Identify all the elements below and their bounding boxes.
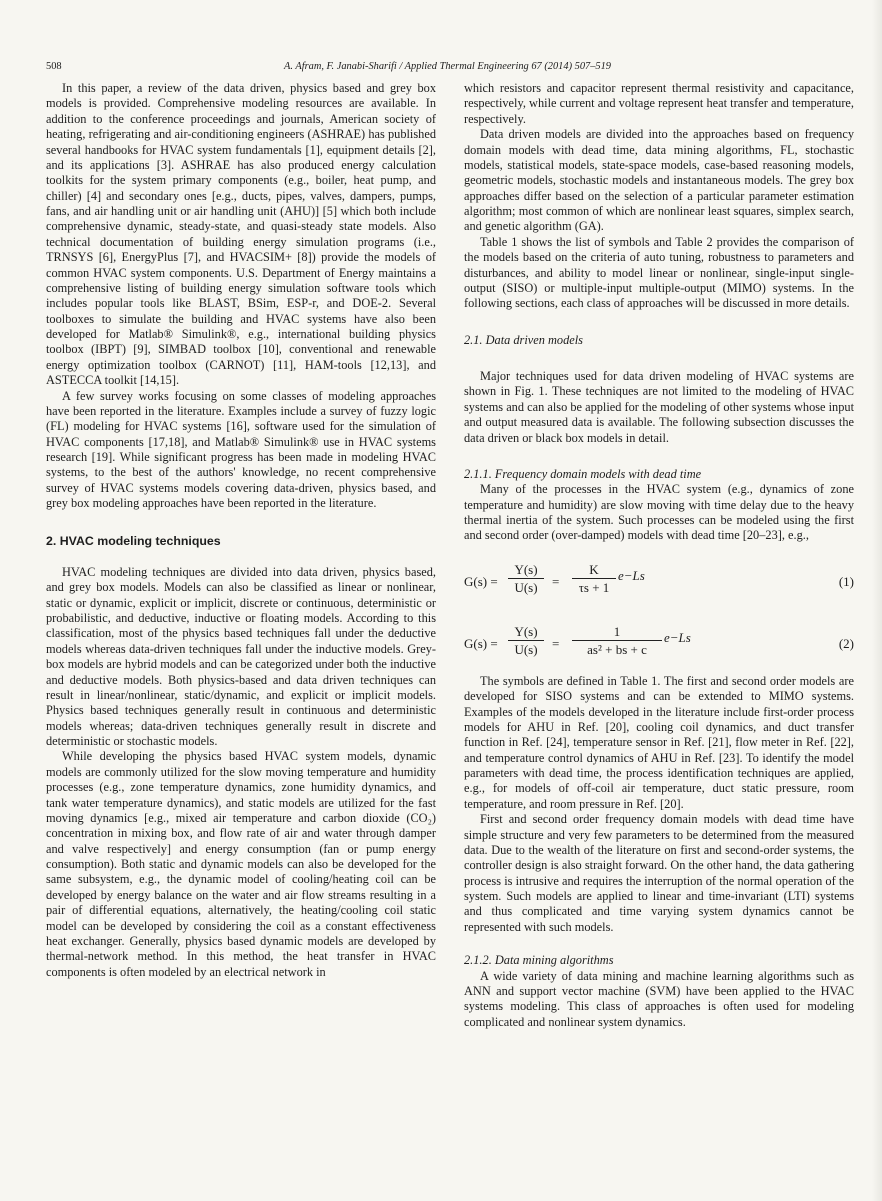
paragraph: which resistors and capacitor represent thermal resistivity and capacitance, respectively, while current and voltage represent heat transfer and temperature, respectively.: [464, 81, 854, 126]
eq-equals: =: [552, 635, 560, 651]
eq-numerator: Y(s): [508, 624, 544, 641]
subsubsection-heading: 2.1.2. Data mining algorithms: [464, 953, 614, 968]
paragraph: In this paper, a review of the data driven, physics based and grey box models is provided. Comprehensive modeling resources are available. In addition to the conference proceedings and journals, American society of heating, refrigerating and air-conditioning engineers (ASHRAE) has published several handbooks for HVAC system fundamentals [1], equipment details [2], and its applications [3]. ASHRAE has also produced energy calculation toolkits for the system primary components (e.g., boiler, heat pump, and chiller) [4] and secondary ones [e.g., ducts, pipes, valves, dampers, pumps, fans, and air handling unit or air handling unit (AHU)] [5] which both include comprehensive dynamic, steady-state, and quasi-steady state models. Also technical documentation of building energy simulation programs (i.e., TRNSYS [6], EnergyPlus [7], and HVACSIM+ [8]) provide the models of common HVAC system components. U.S. Department of Energy maintains a comprehensive listing of building energy simulation software tools which includes popular tools like BLAST, BSim, ESP-r, and DOE-2. Several toolboxes to simulate the building and HVAC systems have also been developed for Matlab® Simulink®, e.g., international building physics toolbox (IBPT) [9], SIMBAD toolbox [10], conventional and renewable energy optimization toolbox (CARNOT) [11], HAM-tools [12,13], and ASTECCA toolkit [14,15].: [46, 81, 436, 388]
paragraph: Data driven models are divided into the approaches based on frequency domain models with dead time, data mining algorithms, FL, stochastic models, statistical models, state-space models, case-based reasoning models, geometric models, stochastic models and instantaneous models. The grey box approaches differ based on the selection of a particular parameter estimation algorithm; most common of which are nonlinear least squares, simplex search, and genetic algorithm (GA).: [464, 127, 854, 234]
paragraph: Table 1 shows the list of symbols and Table 2 provides the comparison of the models based on the criteria of auto tuning, robustness to parameters and disturbances, and ability to model linear or nonlinear, single-input single-output (SISO) or multiple-input multiple-output (MIMO) systems. In the following sections, each class of approaches will be discussed in more details.: [464, 234, 854, 311]
eq-numerator: Y(s): [508, 562, 544, 579]
eq-fraction-yu: [508, 624, 544, 658]
eq-lhs: G(s) =: [464, 573, 498, 589]
eq-lhs: G(s) =: [464, 635, 498, 651]
eq-fraction-poly: [572, 624, 662, 658]
running-header: [46, 61, 854, 77]
eq-denominator: τs + 1: [578, 580, 610, 596]
eq-equals: =: [552, 573, 560, 589]
left-column: [46, 81, 436, 980]
equation-1: [464, 562, 854, 602]
paragraph: A wide variety of data mining and machine learning algorithms such as ANN and support vector machine (SVM) have been applied to the HVAC systems modeling. This class of approaches is often used for modeling complicated and nonlinear system dynamics.: [464, 968, 854, 1029]
running-title: A. Afram, F. Janabi-Sharifi / Applied Thermal Engineering 67 (2014) 507–519: [284, 61, 611, 72]
paragraph: A few survey works focusing on some classes of modeling approaches have been reported in the literature. Examples include a survey of fuzzy logic (FL) modeling for HVAC systems [16], software used for the simulation of HVAC components [17,18], and Matlab® Simulink® use in HVAC systems research [19]. While significant progress has been made in modeling HVAC systems, to the best of the authors' knowledge, no recent comprehensive survey of HVAC systems models covering data-driven, physics based, and grey box modeling approaches have been reported in the literature.: [46, 388, 436, 511]
eq-denominator: U(s): [514, 580, 538, 596]
eq-numerator: K: [572, 562, 616, 579]
right-column: [464, 81, 854, 1030]
page-number: 508: [46, 61, 62, 72]
equation-number: (2): [838, 635, 854, 651]
eq-numerator: 1: [572, 624, 662, 641]
section-heading: 2. HVAC modeling techniques: [46, 533, 221, 548]
paragraph: First and second order frequency domain models with dead time have simple structure and very few parameters to be determined from the measured data. Due to the wealth of the literature on first and second-order systems, the controller design is also straight forward. On the other hand, the data gathering process is intrusive and requires the interruption of the normal operation of the system. Such models are applied to linear and time-invariant (LTI) systems and thus complicated and time varying system dynamics cannot be represented with such models.: [464, 812, 854, 934]
eq-exponential: e−Ls: [664, 629, 691, 645]
eq-denominator: U(s): [514, 642, 538, 658]
equation-number: (1): [838, 573, 854, 589]
paragraph: HVAC modeling techniques are divided into data driven, physics based, and grey box models. Models can also be classified as linear or nonlinear, static or dynamic, explicit or implicit, discrete or continuous, deterministic or probabilistic, and deductive, inductive or floating models. According to this classification, most of the physics based techniques fall under the deductive models whereas data-driven techniques fall under the inductive models. Grey-box models are hybrid models and can be categorized under both the inductive and deductive models. Both physics-based and data driven techniques can result in linear/nonlinear, static/dynamic, and explicit or implicit models. Physics based techniques generally result in continuous and deterministic models whereas; data-driven techniques generally result in discrete and deterministic or stochastic models.: [46, 564, 436, 748]
subsubsection-heading: 2.1.1. Frequency domain models with dead time: [464, 466, 702, 481]
eq-fraction-yu: [508, 562, 544, 596]
equation-2: [464, 624, 854, 664]
eq-fraction-k: [572, 562, 616, 596]
eq-denominator: as² + bs + c: [587, 642, 647, 658]
page-edge: [872, 0, 882, 1201]
eq-exponential: e−Ls: [618, 567, 645, 583]
paragraph: The symbols are defined in Table 1. The first and second order models are developed for SISO systems and can be extended to MIMO systems. Examples of the models developed in the literature include first-order process models for AHU in Ref. [20], cooling coil dynamics, and duct transfer function in Ref. [24], temperature sensor in Ref. [21], flow meter in Ref. [22], and temperature control dynamics of AHU in Ref. [23]. To identify the model parameters with dead time, the process identification techniques are applied, e.g., for models of off-coil air temperature, duct static pressure, room temperature, and room pressure in Ref. [20].: [464, 673, 854, 811]
subsection-heading: 2.1. Data driven models: [464, 332, 583, 347]
paragraph: Many of the processes in the HVAC system (e.g., dynamics of zone temperature and humidity) are slow moving with time delay due to the heavy thermal inertia of the system. Such processes can be modeled using the first and second order (over-damped) models with dead time [20–23], e.g.,: [464, 482, 854, 543]
paragraph: While developing the physics based HVAC system models, dynamic models are commonly utilized for the slow moving temperature and humidity processes (e.g., zone temperature dynamics, zone humidity dynamics, and tank water temperature dynamics), and static models are utilized for the fast moving dynamics [e.g., mixed air temperature and carbon dioxide (CO₂) concentration in mixing box, and flow rate of air and water through damper and valve respectively] and energy consumption (fan or pump energy consumption). Both static and dynamic models can also be developed for the same subsystem, e.g., the dynamic model of cooling/heating coil can be developed by energy balance on the water and air flow streams resulting in a pair of differential equations, alternatively, the heating/cooling coil static model can be developed by considering the coil as a constant effectiveness heat exchanger. Generally, physics based dynamic models are developed by thermal-network method. In this method, the heat transfer in HVAC components is often modeled by an electrical network in: [46, 749, 436, 979]
paragraph: Major techniques used for data driven modeling of HVAC systems are shown in Fig. 1. These techniques are not limited to the modeling of HVAC systems and can also be applied for the modeling of other systems whose input and output measured data is available. The following subsection discusses the data driven or black box models in detail.: [464, 369, 854, 445]
